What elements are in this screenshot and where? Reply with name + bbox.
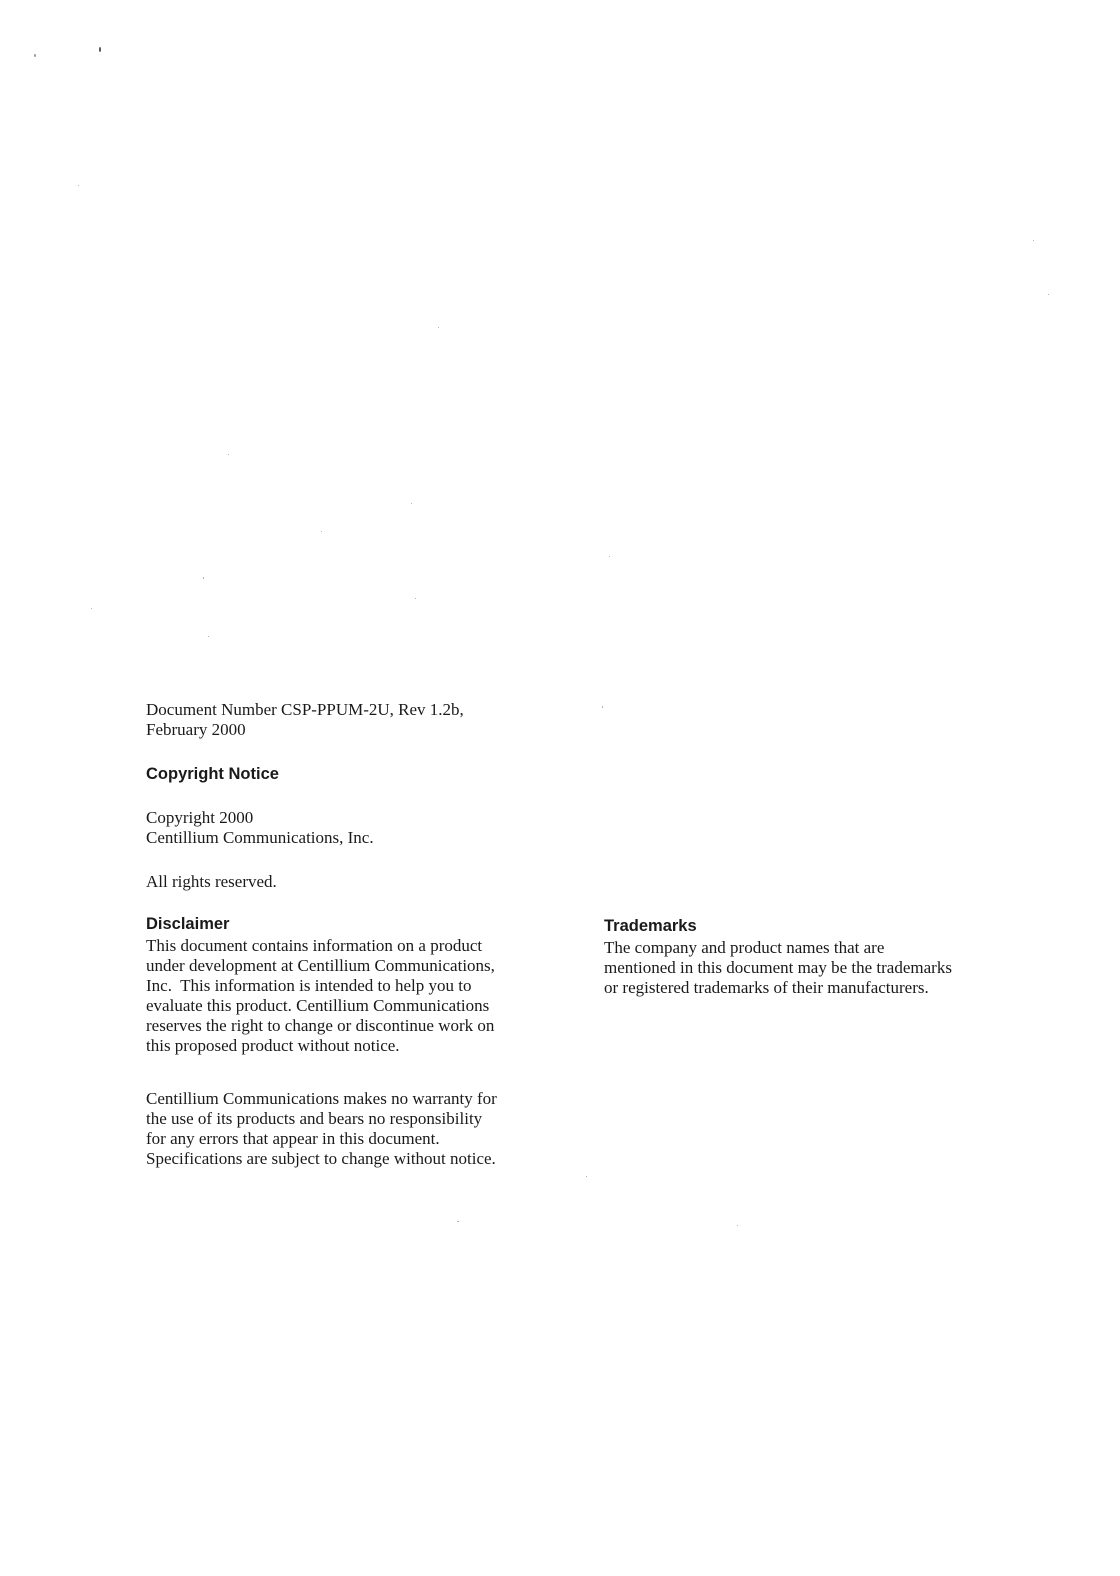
trademarks-line: or registered trademarks of their manufacturers.: [604, 978, 929, 997]
rights-reserved: All rights reserved.: [146, 872, 277, 891]
scan-speck: [203, 577, 204, 579]
copyright-line: Copyright 2000: [146, 808, 254, 827]
scan-speck: [78, 185, 79, 186]
scan-speck: [602, 706, 603, 708]
scan-speck: [411, 503, 412, 504]
trademarks-line: The company and product names that are: [604, 938, 885, 957]
scan-speck: [1048, 294, 1049, 295]
scan-speck: [609, 556, 610, 557]
scan-speck: [228, 454, 229, 455]
disclaimer-line: under development at Centillium Communications,: [146, 956, 495, 975]
document-date-line: February 2000: [146, 720, 246, 739]
disclaimer-line: This document contains information on a product: [146, 936, 483, 955]
scan-speck: [34, 54, 36, 57]
copyright-heading: Copyright Notice: [146, 765, 279, 783]
warranty-line: the use of its products and bears no responsibility: [146, 1109, 483, 1128]
scan-speck: [321, 531, 322, 532]
scan-speck: [99, 47, 101, 52]
scan-speck: [586, 1176, 587, 1177]
warranty-paragraph: [146, 1089, 566, 1169]
disclaimer-paragraph: [146, 936, 566, 1056]
scan-speck: [1033, 240, 1034, 241]
trademarks-heading: Trademarks: [604, 917, 697, 935]
disclaimer-line: evaluate this product. Centillium Communications: [146, 996, 490, 1015]
scan-speck: [438, 327, 439, 328]
copyright-statement: [146, 808, 566, 848]
trademarks-paragraph: [604, 938, 1024, 998]
document-number: [146, 700, 566, 740]
disclaimer-line: reserves the right to change or discontinue work on: [146, 1016, 495, 1035]
scan-speck: [208, 636, 209, 637]
warranty-line: Specifications are subject to change without notice.: [146, 1149, 496, 1168]
scan-speck: [415, 598, 416, 599]
scan-speck: [457, 1221, 459, 1222]
warranty-line: Centillium Communications makes no warranty for: [146, 1089, 497, 1108]
scan-speck: [91, 608, 92, 609]
warranty-line: for any errors that appear in this document.: [146, 1129, 440, 1148]
copyright-line: Centillium Communications, Inc.: [146, 828, 374, 847]
scan-speck: [737, 1225, 738, 1226]
document-number-line: Document Number CSP-PPUM-2U, Rev 1.2b,: [146, 700, 464, 719]
disclaimer-line: Inc. This information is intended to help you to: [146, 976, 472, 995]
disclaimer-heading: Disclaimer: [146, 915, 230, 933]
trademarks-line: mentioned in this document may be the trademarks: [604, 958, 952, 977]
disclaimer-line: this proposed product without notice.: [146, 1036, 400, 1055]
